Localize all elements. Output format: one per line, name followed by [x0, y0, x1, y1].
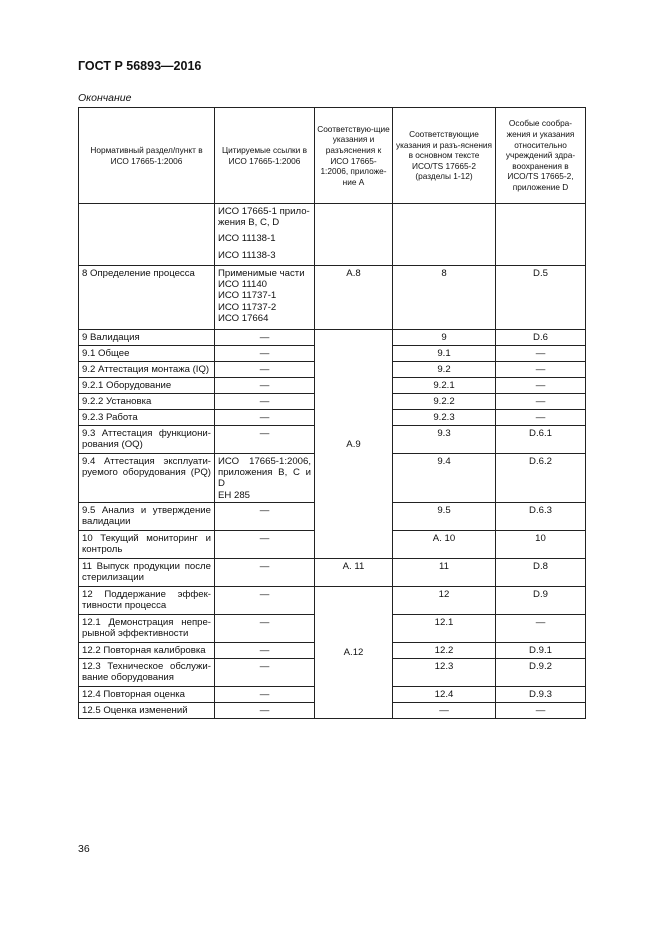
- section-line: рывной эффективности: [82, 628, 189, 640]
- cell-annex-d: —: [496, 362, 586, 378]
- cell-refs: —: [215, 530, 315, 558]
- cell-annex-d: D.9.2: [496, 658, 586, 686]
- cell-section: 9.1 Общее: [79, 346, 215, 362]
- section-line: 9.4 Аттестация эксплуати-: [82, 456, 211, 467]
- cell-annex-d: —: [496, 378, 586, 394]
- cell-annex-d: D.6: [496, 330, 586, 346]
- section-line: 10 Текущий мониторинг и: [82, 532, 211, 544]
- cell-section: 12.2 Повторная калибровка: [79, 642, 215, 658]
- cell-refs: —: [215, 558, 315, 586]
- ref-line: ИСО 17665-1 прило-жения В, С, D: [218, 206, 310, 229]
- cell-main-text: 8: [393, 266, 496, 330]
- cell-section: 9.2.2 Установка: [79, 394, 215, 410]
- cell-annex-a: A. 10: [393, 530, 496, 558]
- cell-annex-d: D.6.3: [496, 502, 586, 530]
- section-line: тивности процесса: [82, 600, 167, 612]
- cell-section: 9 Валидация: [79, 330, 215, 346]
- section-line: 12 Поддержание эффек-: [82, 588, 211, 600]
- cell-main-text: 9: [393, 330, 496, 346]
- ref-line: ЕН 285: [218, 489, 250, 501]
- cell-refs: —: [215, 702, 315, 718]
- cell-main-text: 12.2: [393, 642, 496, 658]
- ref-line: приложения В, С и D: [218, 467, 311, 490]
- cell-annex-d: D.5: [496, 266, 586, 330]
- table-row: [79, 204, 586, 266]
- cell-annex-a-group: A.12: [315, 586, 393, 718]
- cell-refs: —: [215, 586, 315, 614]
- cell-annex-d: —: [496, 394, 586, 410]
- cell-refs: —: [215, 378, 315, 394]
- cell-refs: [215, 204, 315, 266]
- cell-annex-d: D.8: [496, 558, 586, 586]
- cell-section: [79, 586, 215, 614]
- section-line: 9.3 Аттестация функциони-: [82, 428, 211, 439]
- cell-section: 12.4 Повторная оценка: [79, 686, 215, 702]
- cell-annex-d: D.6.1: [496, 426, 586, 454]
- cell-refs: [215, 454, 315, 503]
- cell-refs: —: [215, 362, 315, 378]
- cell-section: 12.5 Оценка изменений: [79, 702, 215, 718]
- page-number: 36: [78, 843, 90, 855]
- cell-main-text: 9.2.1: [393, 378, 496, 394]
- ref-line: ИСО 11737-2: [218, 301, 277, 313]
- cell-main-text: [393, 204, 496, 266]
- cell-main-text: 12.1: [393, 614, 496, 642]
- section-line: руемого оборудования (PQ): [82, 467, 211, 479]
- cell-annex-a-group: A.9: [315, 330, 393, 559]
- cell-annex-d: —: [496, 702, 586, 718]
- cell-refs: —: [215, 642, 315, 658]
- cell-section: 9.2.3 Работа: [79, 410, 215, 426]
- cell-refs: —: [215, 426, 315, 454]
- section-line: 12.3 Техническое обслужи-: [82, 660, 211, 672]
- header-annex-a: Соответствую-щие указания и разъяснения к ИСО 17665-1:2006, приложе-ние А: [315, 108, 393, 204]
- header-annex-d: Особые сообра-жения и указания относительно учреждений здра-воохранения в ИСО/TS 17665-2, приложение D: [496, 108, 586, 204]
- cell-annex-d: [496, 204, 586, 266]
- cell-main-text: 9.5: [393, 502, 496, 530]
- cell-annex-d: D.9: [496, 586, 586, 614]
- cell-main-text: 11: [393, 558, 496, 586]
- cell-section: [79, 502, 215, 530]
- ref-line: Применимые части: [218, 268, 305, 279]
- cell-section: 9.2 Аттестация монтажа (IQ): [79, 362, 215, 378]
- cell-main-text: 10: [496, 530, 586, 558]
- table-row: [79, 586, 586, 614]
- cell-section: 9.2.1 Оборудование: [79, 378, 215, 394]
- cell-main-text: 12.4: [393, 686, 496, 702]
- cell-main-text: 12: [393, 586, 496, 614]
- ref-line: ИСО 17665-1:2006,: [218, 456, 311, 467]
- table-row: [79, 266, 586, 330]
- cell-refs: —: [215, 658, 315, 686]
- ref-line: ИСО 11737-1: [218, 290, 277, 302]
- cell-refs: —: [215, 394, 315, 410]
- normative-table: [78, 107, 586, 719]
- cell-section: [79, 454, 215, 503]
- header-normative-section: Нормативный раздел/пункт в ИСО 17665-1:2006: [79, 108, 215, 204]
- cell-section: [79, 614, 215, 642]
- cell-section: [79, 426, 215, 454]
- cell-annex-d: D.9.3: [496, 686, 586, 702]
- cell-annex-a: A.8: [315, 266, 393, 330]
- ref-line: ИСО 17664: [218, 312, 269, 324]
- cell-annex-d: —: [496, 614, 586, 642]
- cell-refs: —: [215, 410, 315, 426]
- section-line: 11 Выпуск продукции после: [82, 560, 211, 572]
- continuation-label: Окончание: [78, 92, 132, 104]
- cell-annex-d: —: [496, 410, 586, 426]
- cell-section: 8 Определение процесса: [79, 266, 215, 330]
- cell-refs: —: [215, 614, 315, 642]
- cell-main-text: 9.2.3: [393, 410, 496, 426]
- cell-main-text: 9.2: [393, 362, 496, 378]
- section-line: 9.5 Анализ и утверждение: [82, 504, 211, 516]
- header-cited-refs: Цитируемые ссылки в ИСО 17665-1:2006: [215, 108, 315, 204]
- cell-main-text: 9.2.2: [393, 394, 496, 410]
- section-line: стерилизации: [82, 572, 145, 584]
- cell-main-text: —: [393, 702, 496, 718]
- cell-annex-a: [315, 204, 393, 266]
- cell-annex-d: —: [496, 346, 586, 362]
- ref-line: ИСО 11138-3: [218, 249, 276, 261]
- cell-annex-d: D.6.2: [496, 454, 586, 503]
- section-line: рования (OQ): [82, 439, 143, 451]
- cell-annex-a: A. 11: [315, 558, 393, 586]
- cell-section: [79, 530, 215, 558]
- cell-section: [79, 558, 215, 586]
- cell-main-text: 9.3: [393, 426, 496, 454]
- cell-refs: [215, 266, 315, 330]
- section-line: вание оборудования: [82, 672, 174, 684]
- cell-refs: —: [215, 502, 315, 530]
- cell-section: [79, 204, 215, 266]
- cell-main-text: 9.1: [393, 346, 496, 362]
- cell-main-text: 12.3: [393, 658, 496, 686]
- table-row: [79, 330, 586, 346]
- section-line: валидации: [82, 516, 131, 528]
- cell-refs: —: [215, 346, 315, 362]
- cell-annex-d: D.9.1: [496, 642, 586, 658]
- header-main-text: Соответствующие указания и разъ-яснения в основном тексте ИСО/TS 17665-2 (разделы 1-12): [393, 108, 496, 204]
- document-id: ГОСТ Р 56893—2016: [78, 59, 202, 73]
- ref-line: ИСО 11138-1: [218, 233, 276, 245]
- cell-main-text: 9.4: [393, 454, 496, 503]
- cell-section: [79, 658, 215, 686]
- cell-refs: —: [215, 686, 315, 702]
- table-header-row: [79, 108, 586, 204]
- cell-refs: —: [215, 330, 315, 346]
- section-line: контроль: [82, 544, 123, 556]
- section-line: 12.1 Демонстрация непре-: [82, 616, 211, 628]
- ref-line: ИСО 11140: [218, 279, 267, 291]
- table-row: [79, 558, 586, 586]
